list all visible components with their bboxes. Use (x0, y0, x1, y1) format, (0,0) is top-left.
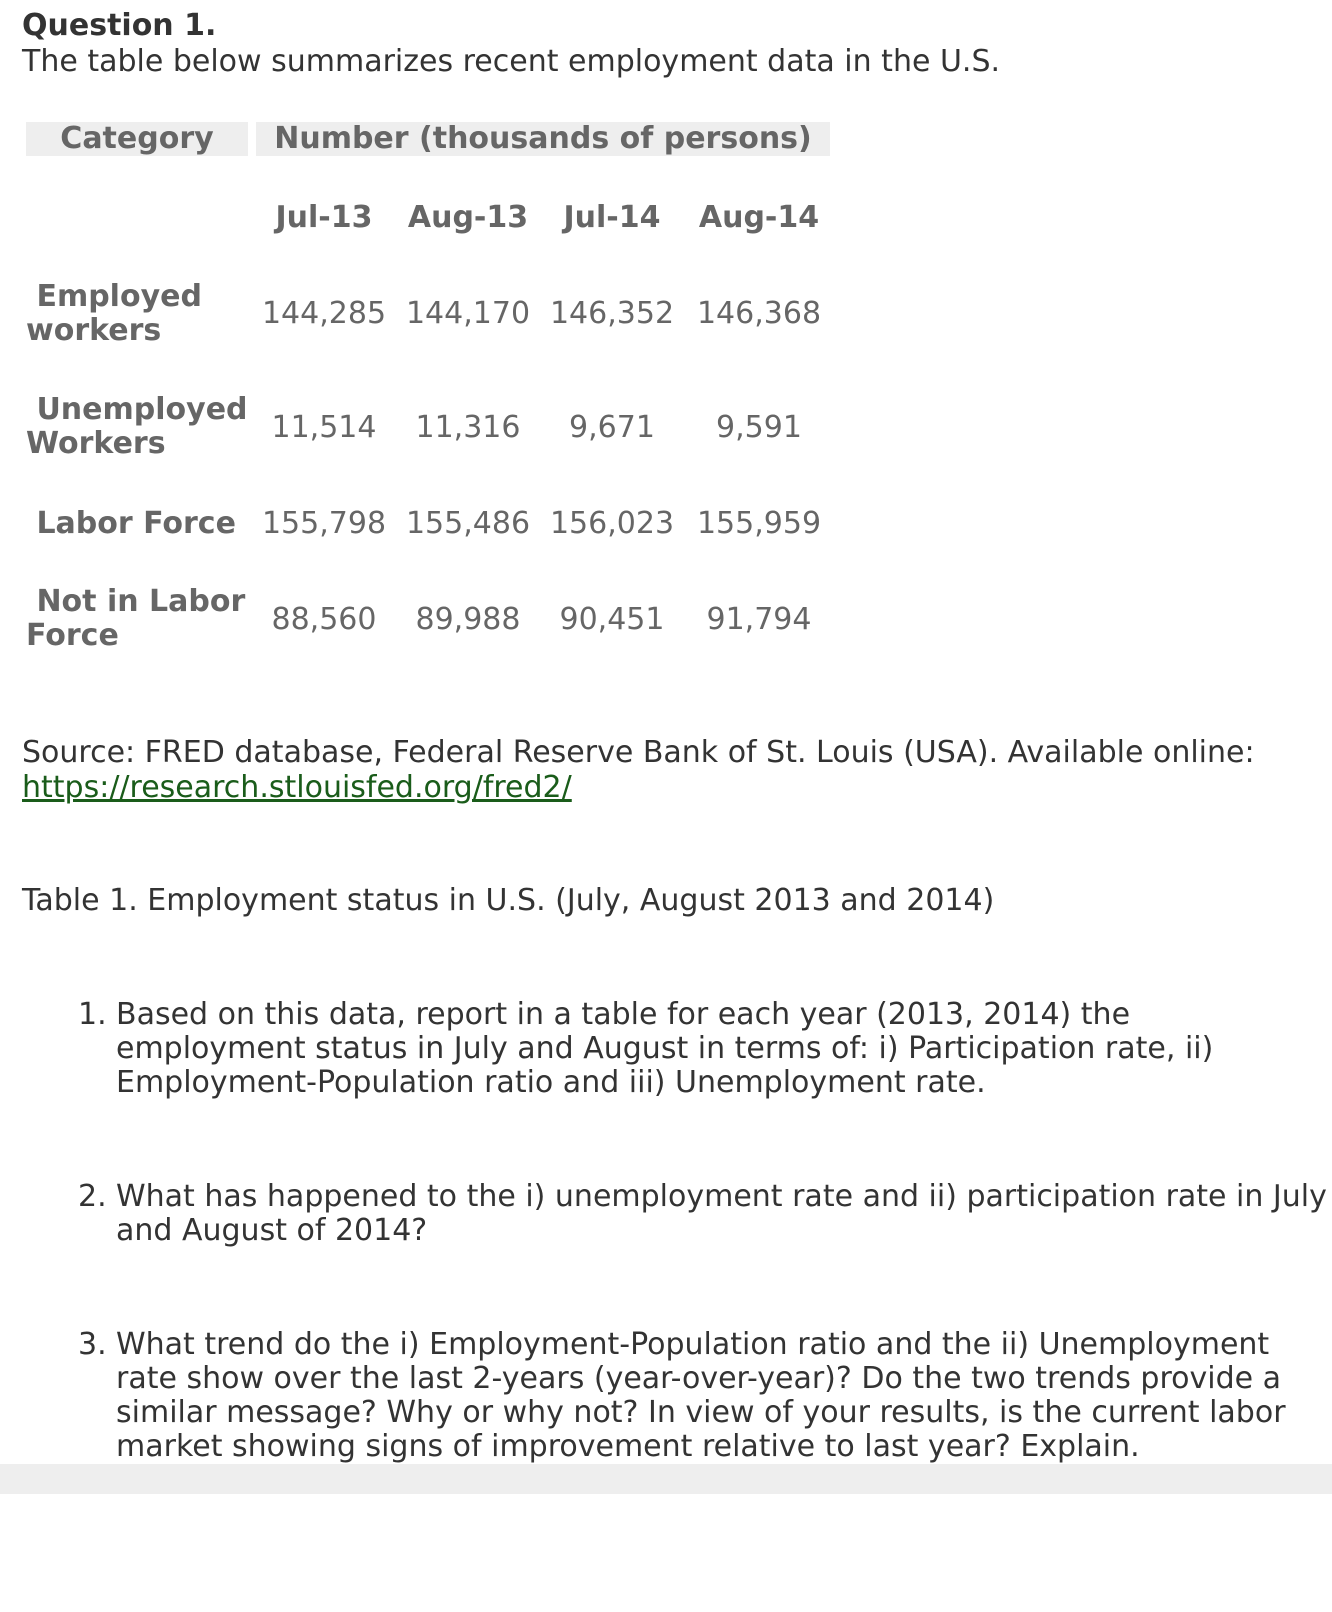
table-caption: Table 1. Employment status in U.S. (July, August 2013 and 2014) (22, 883, 995, 918)
column-header-jul-13: Jul-13 (275, 200, 373, 235)
table-cell: 146,368 (696, 296, 822, 331)
column-header-aug-14: Aug-14 (698, 200, 820, 235)
row-label-labor-force: Labor Force (26, 506, 236, 541)
column-header-aug-13: Aug-13 (407, 200, 529, 235)
question-text: What has happened to the i) unemployment rate and ii) participation rate in July and August of 2014? (116, 1179, 1327, 1248)
table-cell: 144,285 (261, 296, 387, 331)
question-text: Based on this data, report in a table for each year (2013, 2014) the employment status in July and August in terms of: i) Participation rate, ii) Employment-Population ratio and iii) Unemployment rate. (116, 997, 1214, 1100)
table-cell: 90,451 (559, 602, 665, 637)
table-cell: 9,591 (716, 410, 802, 445)
row-label-unemployed: Unemployed Workers (26, 392, 248, 461)
table-cell: 146,352 (549, 296, 675, 331)
category-header: Category (60, 121, 214, 156)
table-cell: 9,671 (569, 410, 655, 445)
source-link[interactable]: https://research.stlouisfed.org/fred2/ (22, 770, 572, 805)
table-cell: 11,316 (415, 410, 521, 445)
table-cell: 144,170 (405, 296, 531, 331)
number-header: Number (thousands of persons) (274, 121, 812, 156)
question-number: 3. (78, 1327, 107, 1362)
table-cell: 91,794 (706, 602, 812, 637)
table-cell: 155,486 (405, 506, 531, 541)
table-cell: 156,023 (549, 506, 675, 541)
table-cell: 11,514 (271, 410, 377, 445)
question-heading: Question 1. (22, 8, 217, 43)
question-number: 2. (78, 1179, 107, 1214)
question-text: What trend do the i) Employment-Population ratio and the ii) Unemployment rate show over the last 2-years (year-over-year)? Do the two trends provide a similar message? Why or why not? In view of your results, is the current labor market showing signs of improvement relative to last year? Explain. (116, 1327, 1286, 1464)
row-label-not-in-labor-force: Not in Labor Force (26, 584, 246, 653)
table-cell: 155,798 (261, 506, 387, 541)
row-label-employed: Employed workers (26, 279, 202, 348)
table-cell: 155,959 (696, 506, 822, 541)
column-header-jul-14: Jul-14 (563, 200, 661, 235)
source-text: Source: FRED database, Federal Reserve Bank of St. Louis (USA). Available online: (22, 735, 1255, 770)
table-cell: 88,560 (271, 602, 377, 637)
question-intro: The table below summarizes recent employment data in the U.S. (22, 44, 1001, 79)
question-number: 1. (78, 997, 107, 1032)
table-cell: 89,988 (415, 602, 521, 637)
bottom-scroll-bar (0, 1464, 1332, 1494)
